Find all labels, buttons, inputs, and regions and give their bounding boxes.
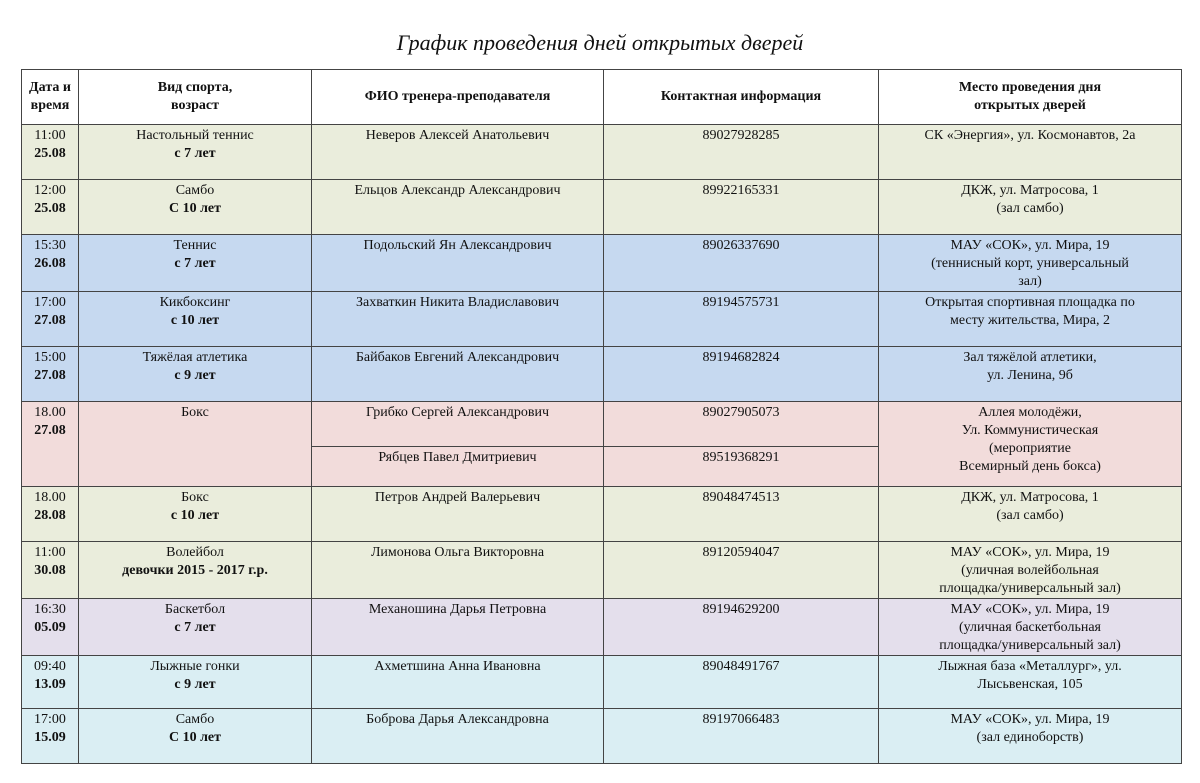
- place-cell: ДКЖ, ул. Матросова, 1 (зал самбо): [879, 180, 1182, 235]
- sport-cell: Самбо С 10 лет: [79, 709, 312, 764]
- phone-cell: 89027905073: [604, 402, 879, 447]
- place-cell: Лыжная база «Металлург», ул. Лысьвенская, 105: [879, 656, 1182, 709]
- sport-cell: Лыжные гонки с 9 лет: [79, 656, 312, 709]
- table-row: [22, 180, 1182, 235]
- date-time-cell: 18.00 27.08: [22, 402, 79, 487]
- place-cell: СК «Энергия», ул. Космонавтов, 2а: [879, 125, 1182, 180]
- coach-cell: Рябцев Павел Дмитриевич: [312, 447, 604, 487]
- date-time-cell: 09:40 13.09: [22, 656, 79, 709]
- date-time-cell: 18.00 28.08: [22, 487, 79, 542]
- sport-cell: Настольный теннис с 7 лет: [79, 125, 312, 180]
- coach-cell: Боброва Дарья Александровна: [312, 709, 604, 764]
- table-row: [22, 347, 1182, 402]
- table-row: [22, 235, 1182, 292]
- place-cell: МАУ «СОК», ул. Мира, 19 (зал единоборств): [879, 709, 1182, 764]
- header-date-time: Дата и время: [22, 70, 79, 125]
- date-time-cell: 15:00 27.08: [22, 347, 79, 402]
- coach-cell: Грибко Сергей Александрович: [312, 402, 604, 447]
- phone-cell: 89048474513: [604, 487, 879, 542]
- sport-cell: Бокс: [79, 402, 312, 487]
- phone-cell: 89026337690: [604, 235, 879, 292]
- phone-cell: 89194575731: [604, 292, 879, 347]
- coach-cell: Ахметшина Анна Ивановна: [312, 656, 604, 709]
- sport-cell: Тяжёлая атлетика с 9 лет: [79, 347, 312, 402]
- phone-cell: 89048491767: [604, 656, 879, 709]
- place-cell: Открытая спортивная площадка по месту жительства, Мира, 2: [879, 292, 1182, 347]
- phone-cell: 89194682824: [604, 347, 879, 402]
- schedule-table: [21, 69, 1182, 764]
- phone-cell: 89197066483: [604, 709, 879, 764]
- date-time-cell: 15:30 26.08: [22, 235, 79, 292]
- page-title: График проведения дней открытых дверей: [396, 30, 804, 55]
- phone-cell: 89194629200: [604, 599, 879, 656]
- sport-cell: Теннис с 7 лет: [79, 235, 312, 292]
- table-row: [22, 402, 1182, 447]
- place-cell: Аллея молодёжи, Ул. Коммунистическая (мероприятие Всемирный день бокса): [879, 402, 1182, 487]
- date-time-cell: 11:00 30.08: [22, 542, 79, 599]
- sport-cell: Кикбоксинг с 10 лет: [79, 292, 312, 347]
- date-time-cell: 17:00 27.08: [22, 292, 79, 347]
- coach-cell: Подольский Ян Александрович: [312, 235, 604, 292]
- table-row: [22, 599, 1182, 656]
- sport-cell: Баскетбол с 7 лет: [79, 599, 312, 656]
- header-row: [22, 70, 1182, 125]
- table-row: [22, 656, 1182, 709]
- place-cell: МАУ «СОК», ул. Мира, 19 (теннисный корт, универсальный зал): [879, 235, 1182, 292]
- place-cell: МАУ «СОК», ул. Мира, 19 (уличная волейбольная площадка/универсальный зал): [879, 542, 1182, 599]
- phone-cell: 89027928285: [604, 125, 879, 180]
- table-row: [22, 709, 1182, 764]
- sport-cell: Самбо С 10 лет: [79, 180, 312, 235]
- phone-cell: 89922165331: [604, 180, 879, 235]
- date-time-cell: 17:00 15.09: [22, 709, 79, 764]
- table-row: [22, 125, 1182, 180]
- sport-cell: Бокс с 10 лет: [79, 487, 312, 542]
- header-place: Место проведения дня открытых дверей: [879, 70, 1182, 125]
- coach-cell: Байбаков Евгений Александрович: [312, 347, 604, 402]
- date-time-cell: 11:00 25.08: [22, 125, 79, 180]
- header-coach: ФИО тренера-преподавателя: [312, 70, 604, 125]
- date-time-cell: 12:00 25.08: [22, 180, 79, 235]
- table-row: [22, 487, 1182, 542]
- coach-cell: Неверов Алексей Анатольевич: [312, 125, 604, 180]
- header-contact: Контактная информация: [604, 70, 879, 125]
- date-time-cell: 16:30 05.09: [22, 599, 79, 656]
- coach-cell: Лимонова Ольга Викторовна: [312, 542, 604, 599]
- coach-cell: Захваткин Никита Владиславович: [312, 292, 604, 347]
- table-row: [22, 542, 1182, 599]
- coach-cell: Петров Андрей Валерьевич: [312, 487, 604, 542]
- header-sport: Вид спорта, возраст: [79, 70, 312, 125]
- coach-cell: Механошина Дарья Петровна: [312, 599, 604, 656]
- place-cell: МАУ «СОК», ул. Мира, 19 (уличная баскетбольная площадка/универсальный зал): [879, 599, 1182, 656]
- coach-cell: Ельцов Александр Александрович: [312, 180, 604, 235]
- place-cell: ДКЖ, ул. Матросова, 1 (зал самбо): [879, 487, 1182, 542]
- place-cell: Зал тяжёлой атлетики, ул. Ленина, 9б: [879, 347, 1182, 402]
- sport-cell: Волейбол девочки 2015 - 2017 г.р.: [79, 542, 312, 599]
- table-row: [22, 292, 1182, 347]
- phone-cell: 89120594047: [604, 542, 879, 599]
- phone-cell: 89519368291: [604, 447, 879, 487]
